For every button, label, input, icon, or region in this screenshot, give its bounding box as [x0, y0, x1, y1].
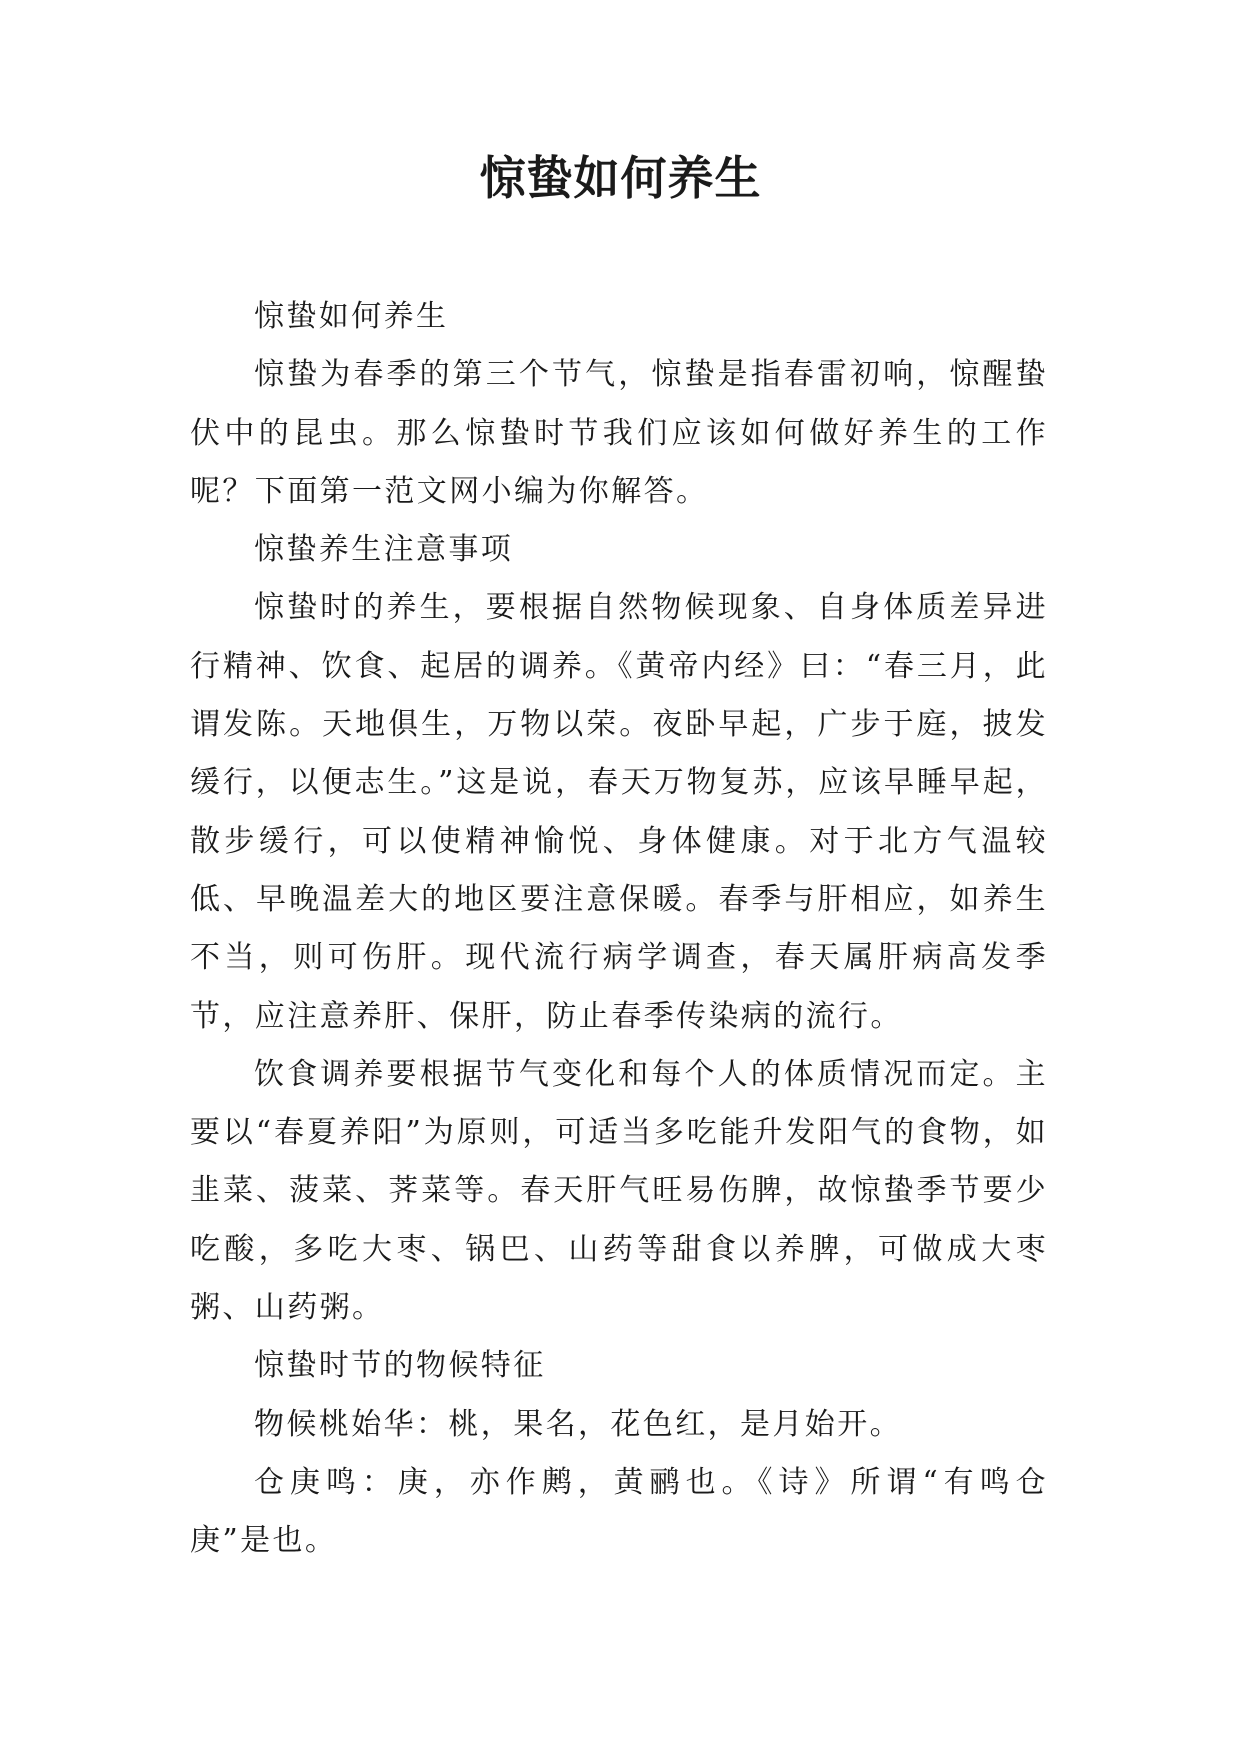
paragraph-diet: 饮食调养要根据节气变化和每个人的体质情况而定。主要以“春夏养阳”为原则，可适当多吃能升发阳气的食物，如韭菜、菠菜、荠菜等。春天肝气旺易伤脾，故惊蛰季节要少吃酸，多吃大枣、锅巴、山药等甜食以养脾，可做成大枣粥、山药粥。 [190, 1056, 1048, 1326]
section-heading-phenology: 惊蛰时节的物候特征 [254, 1348, 546, 1384]
paragraph-intro: 惊蛰为春季的第三个节气，惊蛰是指春雷初响，惊醒蛰伏中的昆虫。那么惊蛰时节我们应该如何做好养生的工作呢？下面第一范文网小编为你解答。 [190, 357, 1048, 509]
paragraph-precautions: 惊蛰时的养生，要根据自然物候现象、自身体质差异进行精神、饮食、起居的调养。《黄帝内经》曰：“春三月，此谓发陈。天地俱生，万物以荣。夜卧早起，广步于庭，披发缓行，以便志生。”这是说，春天万物复苏，应该早睡早起，散步缓行，可以使精神愉悦、身体健康。对于北方气温较低、早晚温差大的地区要注意保暖。春季与肝相应，如养生不当，则可伤肝。现代流行病学调查，春天属肝病高发季节，应注意养肝、保肝，防止春季传染病的流行。 [190, 590, 1048, 1034]
paragraph-oriole: 仓庚鸣：庚，亦作鹒，黄鹂也。《诗》所谓“有鸣仓庚”是也。 [190, 1464, 1048, 1559]
paragraph-peach-blossom: 物候桃始华：桃，果名，花色红，是月始开。 [254, 1406, 902, 1442]
paragraph-subtitle: 惊蛰如何养生 [254, 299, 449, 334]
document-title: 惊蛰如何养生 [479, 151, 762, 205]
section-heading-precautions: 惊蛰养生注意事项 [254, 532, 514, 568]
document-body [190, 288, 1048, 1571]
